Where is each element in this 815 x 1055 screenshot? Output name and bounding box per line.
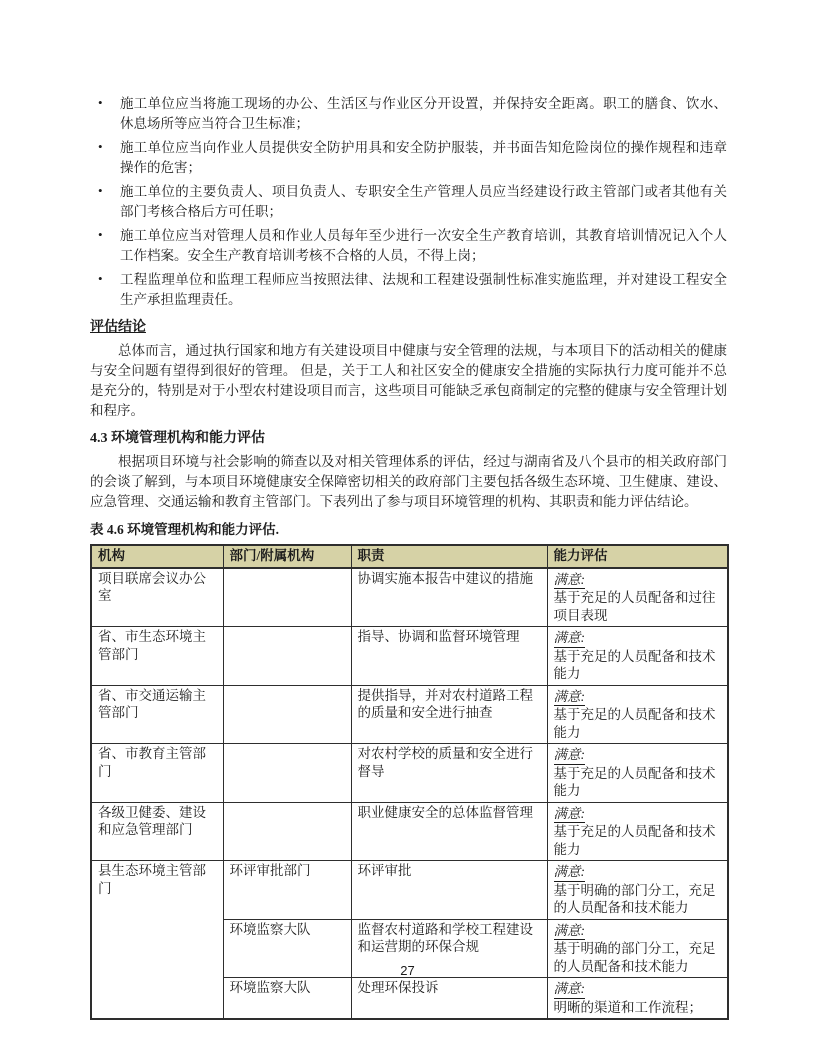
- duty-cell: 指导、协调和监督环境管理: [351, 627, 547, 686]
- dept-cell: [223, 802, 351, 861]
- rating-label: 满意:: [554, 746, 586, 765]
- bullet-text: 施工单位应当向作业人员提供安全防护用具和安全防护服装，并书面告知危险岗位的操作规程和违章操作的危害；: [120, 140, 727, 175]
- dept-cell: 环评审批部门: [223, 861, 351, 920]
- bullet-text: 施工单位应当对管理人员和作业人员每年至少进行一次安全生产教育培训，其教育培训情况记入个人工作档案。安全生产教育培训考核不合格的人员，不得上岗；: [120, 228, 727, 263]
- capacity-table: [90, 544, 729, 1020]
- rating-cell: [547, 802, 728, 861]
- table-caption: 表 4.6 环境管理机构和能力评估.: [90, 522, 279, 537]
- table-row: [91, 568, 728, 627]
- rating-basis: 基于充足的人员配备和技术能力: [553, 765, 716, 798]
- conclusion-paragraph: 总体而言，通过执行国家和地方有关建设项目中健康与安全管理的法规，与本项目下的活动相关的健康与安全问题有望得到很好的管理。 但是，关于工人和社区安全的健康安全措施的实际执行力度可能并不总是充分的，特别是对于小型农村建设项目而言，这些项目可能缺乏承包商制定的完整的健康与安全管理计划和程序。: [90, 343, 727, 418]
- org-cell: 省、市生态环境主管部门: [91, 627, 223, 686]
- dept-cell: [223, 627, 351, 686]
- rating-basis: 明晰的渠道和工作流程；: [553, 999, 702, 1015]
- list-item: [90, 138, 727, 178]
- table-header-row: [91, 545, 728, 568]
- bullet-text: 工程监理单位和监理工程师应当按照法律、法规和工程建设强制性标准实施监理，并对建设工程安全生产承担监理责任。: [120, 272, 727, 307]
- list-item: [90, 182, 727, 222]
- page-content: [90, 94, 727, 1020]
- dept-cell: [223, 568, 351, 627]
- rating-cell: [547, 744, 728, 803]
- bullet-text: 施工单位应当将施工现场的办公、生活区与作业区分开设置，并保持安全距离。职工的膳食、饮水、休息场所等应当符合卫生标准；: [120, 96, 727, 131]
- conclusion-heading: 评估结论: [90, 320, 146, 335]
- rating-cell: [547, 685, 728, 744]
- rating-label: 满意:: [554, 571, 586, 590]
- bullet-list: [90, 94, 727, 310]
- duty-cell: 环评审批: [351, 861, 547, 920]
- org-cell: 省、市交通运输主管部门: [91, 685, 223, 744]
- bullet-icon: •: [98, 95, 103, 110]
- dept-cell: [223, 685, 351, 744]
- duty-cell: 对农村学校的质量和安全进行督导: [351, 744, 547, 803]
- rating-basis: 基于明确的部门分工，充足的人员配备和技术能力: [553, 882, 716, 915]
- col-header-dept: 部门/附属机构: [223, 545, 351, 568]
- org-cell: 各级卫健委、建设和应急管理部门: [91, 802, 223, 861]
- dept-cell: 环境监察大队: [223, 919, 351, 978]
- rating-label: 满意:: [554, 863, 586, 882]
- rating-label: 满意:: [554, 805, 586, 824]
- org-cell: 省、市教育主管部门: [91, 744, 223, 803]
- table-row: [91, 802, 728, 861]
- rating-basis: 基于充足的人员配备和技术能力: [553, 648, 716, 681]
- rating-basis: 基于充足的人员配备和技术能力: [553, 707, 716, 740]
- rating-basis: 基于充足的人员配备和过往项目表现: [553, 590, 716, 623]
- duty-cell: 职业健康安全的总体监督管理: [351, 802, 547, 861]
- rating-label: 满意:: [554, 980, 586, 999]
- rating-label: 满意:: [554, 688, 586, 707]
- duty-cell: 提供指导，并对农村道路工程的质量和安全进行抽查: [351, 685, 547, 744]
- bullet-text: 施工单位的主要负责人、项目负责人、专职安全生产管理人员应当经建设行政主管部门或者其他有关部门考核合格后方可任职；: [120, 184, 727, 219]
- org-cell-merged: 县生态环境主管部门: [91, 861, 223, 1020]
- table-row: [91, 744, 728, 803]
- rating-label: 满意:: [554, 629, 586, 648]
- table-row: [91, 685, 728, 744]
- dept-cell: 环境监察大队: [223, 978, 351, 1020]
- rating-cell: [547, 627, 728, 686]
- table-row: [91, 861, 728, 920]
- rating-cell: [547, 978, 728, 1020]
- section-paragraph: 根据项目环境与社会影响的筛查以及对相关管理体系的评估，经过与湖南省及八个县市的相关政府部门的会谈了解到，与本项目环境健康安全保障密切相关的政府部门主要包括各级生态环境、卫生健康、建设、应急管理、交通运输和教育主管部门。下表列出了参与项目环境管理的机构、其职责和能力评估结论。: [90, 454, 727, 509]
- col-header-duty: 职责: [351, 545, 547, 568]
- rating-cell: [547, 861, 728, 920]
- list-item: [90, 226, 727, 266]
- bullet-icon: •: [98, 271, 103, 286]
- rating-basis: 基于明确的部门分工，充足的人员配备和技术能力: [553, 941, 716, 974]
- duty-cell: 监督农村道路和学校工程建设和运营期的环保合规: [351, 919, 547, 978]
- section-heading: 4.3 环境管理机构和能力评估: [90, 431, 265, 446]
- rating-basis: 基于充足的人员配备和技术能力: [553, 824, 716, 857]
- bullet-icon: •: [98, 139, 103, 154]
- rating-label: 满意:: [554, 922, 586, 941]
- col-header-org: 机构: [91, 545, 223, 568]
- list-item: [90, 94, 727, 134]
- org-cell: 项目联席会议办公室: [91, 568, 223, 627]
- duty-cell: 协调实施本报告中建议的措施: [351, 568, 547, 627]
- page-number: 27: [400, 963, 415, 978]
- col-header-rating: 能力评估: [547, 545, 728, 568]
- bullet-icon: •: [98, 227, 103, 242]
- duty-cell: 处理环保投诉: [351, 978, 547, 1020]
- table-row: [91, 627, 728, 686]
- dept-cell: [223, 744, 351, 803]
- rating-cell: [547, 568, 728, 627]
- list-item: [90, 270, 727, 310]
- bullet-icon: •: [98, 183, 103, 198]
